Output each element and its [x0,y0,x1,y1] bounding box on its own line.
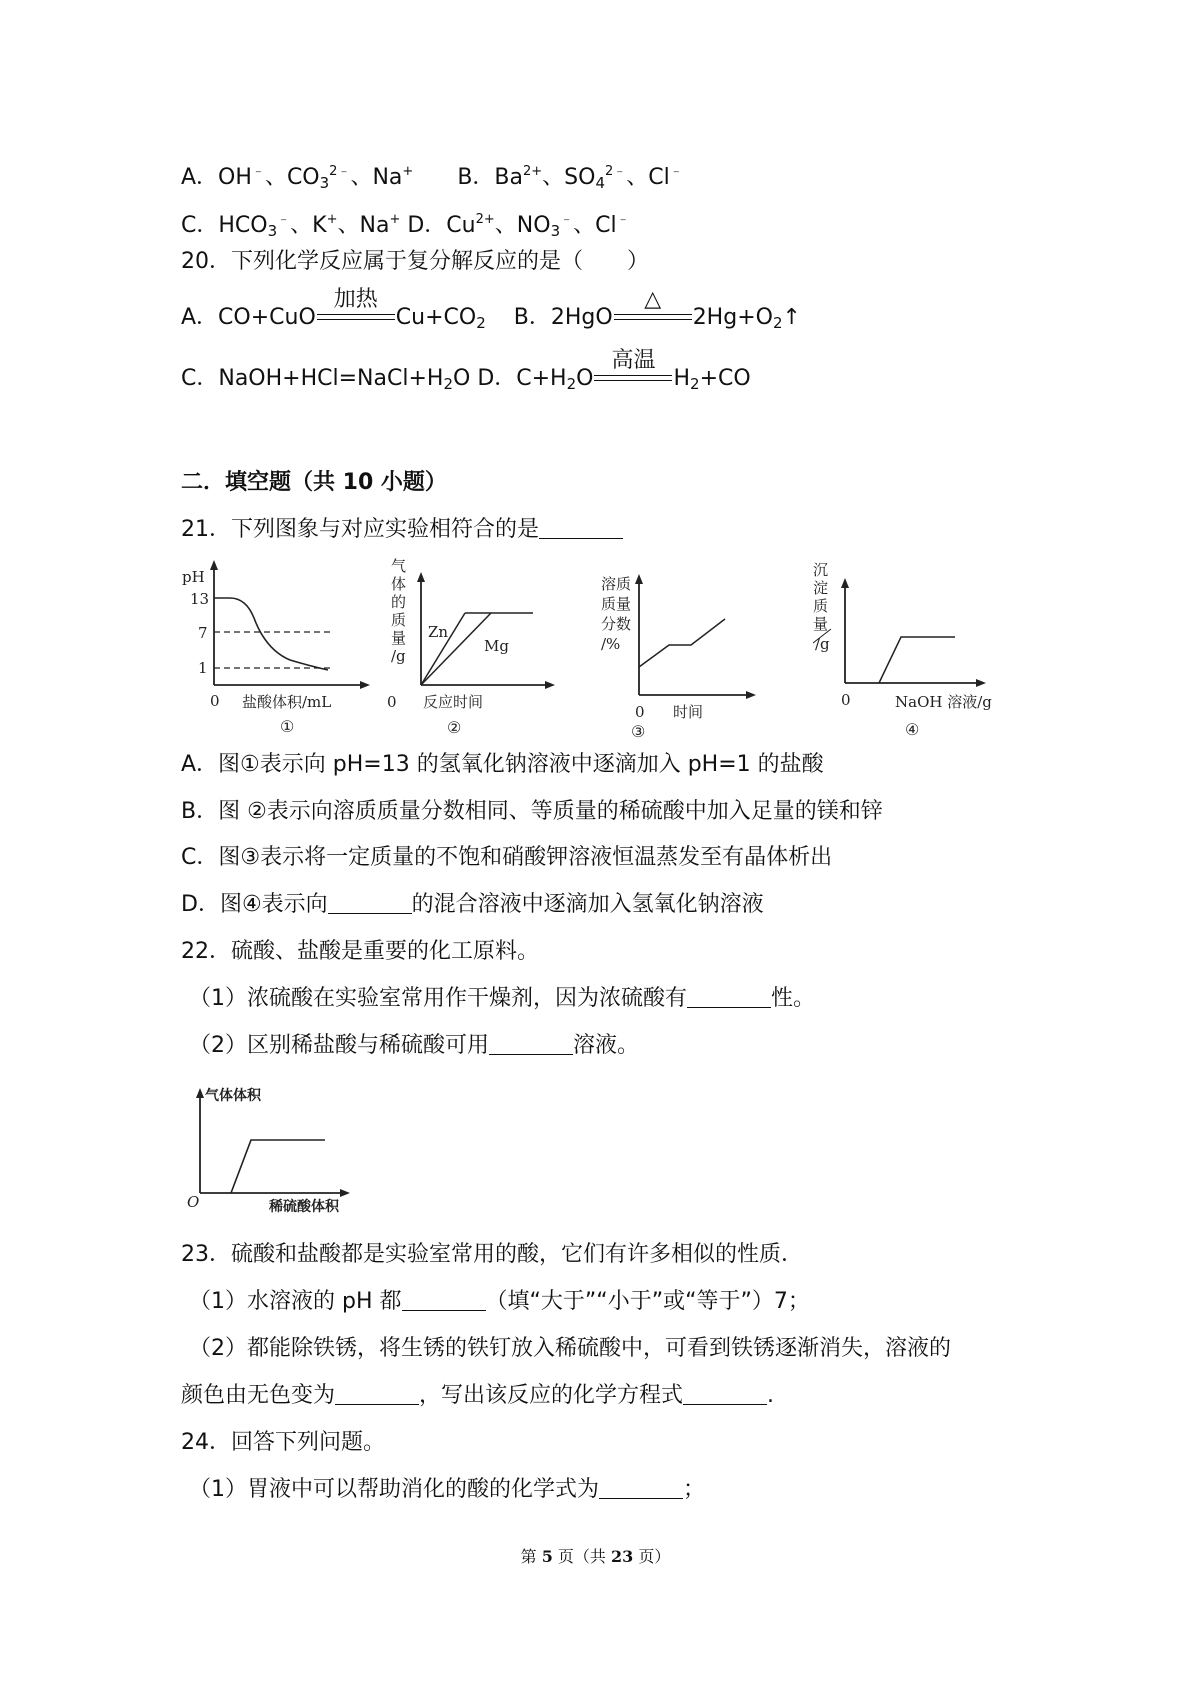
q21-figure-4 [805,557,1005,742]
q20-stem: 20．下列化学反应属于复分解反应的是（ ） [181,249,649,274]
answer-blank[interactable] [683,1382,767,1405]
fig1-tick-7: 7 [198,624,208,642]
answer-blank[interactable] [489,1032,573,1055]
q21-figure-3 [595,565,765,745]
q22-fig-ylabel: 气体体积 [205,1088,261,1104]
fig4-xlabel: NaOH 溶液/g [895,693,992,711]
fig4-ylabel-5: /g [815,635,830,653]
q23-part-2-line-2: 颜色由无色变为 ，写出该反应的化学方程式 . [181,1383,775,1408]
section-title: 二．填空题（共 10 小题） [181,470,447,495]
answer-blank[interactable] [687,985,771,1008]
fig1-xlabel: 盐酸体积/mL [242,693,332,711]
total-pages: 23 [611,1547,634,1566]
reaction-condition-heating: 加热 [317,312,395,322]
fig3-ylabel-3: 分数 [601,615,632,633]
reaction-condition-delta: △ [614,312,692,322]
q21-stem: 21．下列图象与对应实验相符合的是 [181,515,623,545]
fig3-ylabel-1: 溶质 [601,575,632,593]
fig3-number: ③ [631,722,646,741]
q19-options-ab: A．OH﹣、$CO_3^{2﹣}$、Na+ B．$Ba^{2+}$、$SO_4^{2﹣}$、Cl﹣ [181,164,683,192]
answer-blank[interactable] [335,1382,419,1405]
fig2-number: ② [447,718,462,737]
answer-blank[interactable] [539,516,623,539]
answer-blank[interactable] [328,891,412,914]
fig2-ylabel-5: 量 [391,629,407,647]
fig4-number: ④ [905,720,920,739]
q21-option-b: B．图 ②表示向溶质质量分数相同、等质量的稀硫酸中加入足量的镁和锌 [181,799,883,824]
fig4-ylabel-1: 沉 [813,561,829,579]
fig4-ylabel-4: 量 [813,615,829,633]
fig2-zn-label: Zn [428,623,449,641]
fig3-ylabel-2: 质量 [601,595,632,613]
q21-option-a: A．图①表示向 pH=13 的氢氧化钠溶液中逐滴加入 pH=1 的盐酸 [181,752,824,777]
fig2-ylabel-6: /g [391,647,406,665]
fig1-tick-13: 13 [190,590,210,608]
fig2-ylabel-2: 体 [391,575,407,593]
fig3-xlabel: 时间 [673,703,704,721]
q22-fig-origin: O [187,1193,200,1211]
q23-stem: 23．硫酸和盐酸都是实验室常用的酸，它们有许多相似的性质． [181,1242,803,1267]
fig3-origin: 0 [635,703,645,721]
reaction-condition-high-temp: 高温 [594,373,672,383]
page-number: 5 [541,1547,553,1566]
fig1-origin: 0 [210,692,220,710]
fig4-ylabel-2: 淀 [813,579,829,597]
q21-option-c: C．图③表示将一定质量的不饱和硝酸钾溶液恒温蒸发至有晶体析出 [181,845,833,870]
answer-blank[interactable] [402,1288,486,1311]
q24-stem: 24．回答下列问题。 [181,1430,385,1455]
q23-part-1: （1）水溶液的 pH 都 （填“大于”“小于”或“等于”）7； [189,1289,810,1314]
fig2-xlabel: 反应时间 [423,693,484,711]
fig2-origin: 0 [387,693,397,711]
fig2-ylabel-3: 的 [391,593,407,611]
fig4-origin: 0 [841,691,851,709]
q20-options-ab: A．CO+CuO 加热 $Cu+CO_2$ B．2HgO △ $2Hg+O_2↑$ [181,287,801,332]
page-footer: 第 5 页（共 23 页） [520,1547,671,1566]
q22-stem: 22．硫酸、盐酸是重要的化工原料。 [181,939,539,964]
q22-figure [185,1085,365,1215]
fig2-mg-label: Mg [484,637,509,655]
q21-figure-1 [180,560,370,740]
q24-part-1: （1）胃液中可以帮助消化的酸的化学式为 ； [189,1477,706,1502]
q22-part-1: （1）浓硫酸在实验室常用作干燥剂，因为浓硫酸有 性。 [189,986,816,1011]
q22-part-2: （2）区别稀盐酸与稀硫酸可用 溶液。 [189,1033,640,1058]
q20-options-cd: C．$NaOH+HCl=NaCl+H_2O$ D．$C+H_2O$ 高温 $H_2+CO$ [181,348,751,393]
q21-option-d: D．图④表示向 的混合溶液中逐滴加入氢氧化钠溶液 [181,892,764,917]
q23-part-2-line-1: （2）都能除铁锈，将生锈的铁钉放入稀硫酸中，可看到铁锈逐渐消失，溶液的 [189,1336,951,1361]
q22-fig-xlabel: 稀硫酸体积 [269,1199,339,1215]
q21-figure-2 [385,555,565,740]
fig1-tick-1: 1 [198,659,208,677]
fig4-ylabel-3: 质 [813,597,829,615]
fig1-ylabel: pH [182,568,205,586]
fig2-ylabel-4: 质 [391,611,407,629]
fig2-ylabel-1: 气 [391,557,407,575]
answer-blank[interactable] [599,1476,683,1499]
fig1-number: ① [280,717,295,736]
fig3-ylabel-4: /% [601,635,621,653]
q19-options-cd: C．$HCO_3^﹣$、K+、Na+ D．$Cu^{2+}$、$NO_3^﹣$、Cl﹣ [181,212,630,240]
